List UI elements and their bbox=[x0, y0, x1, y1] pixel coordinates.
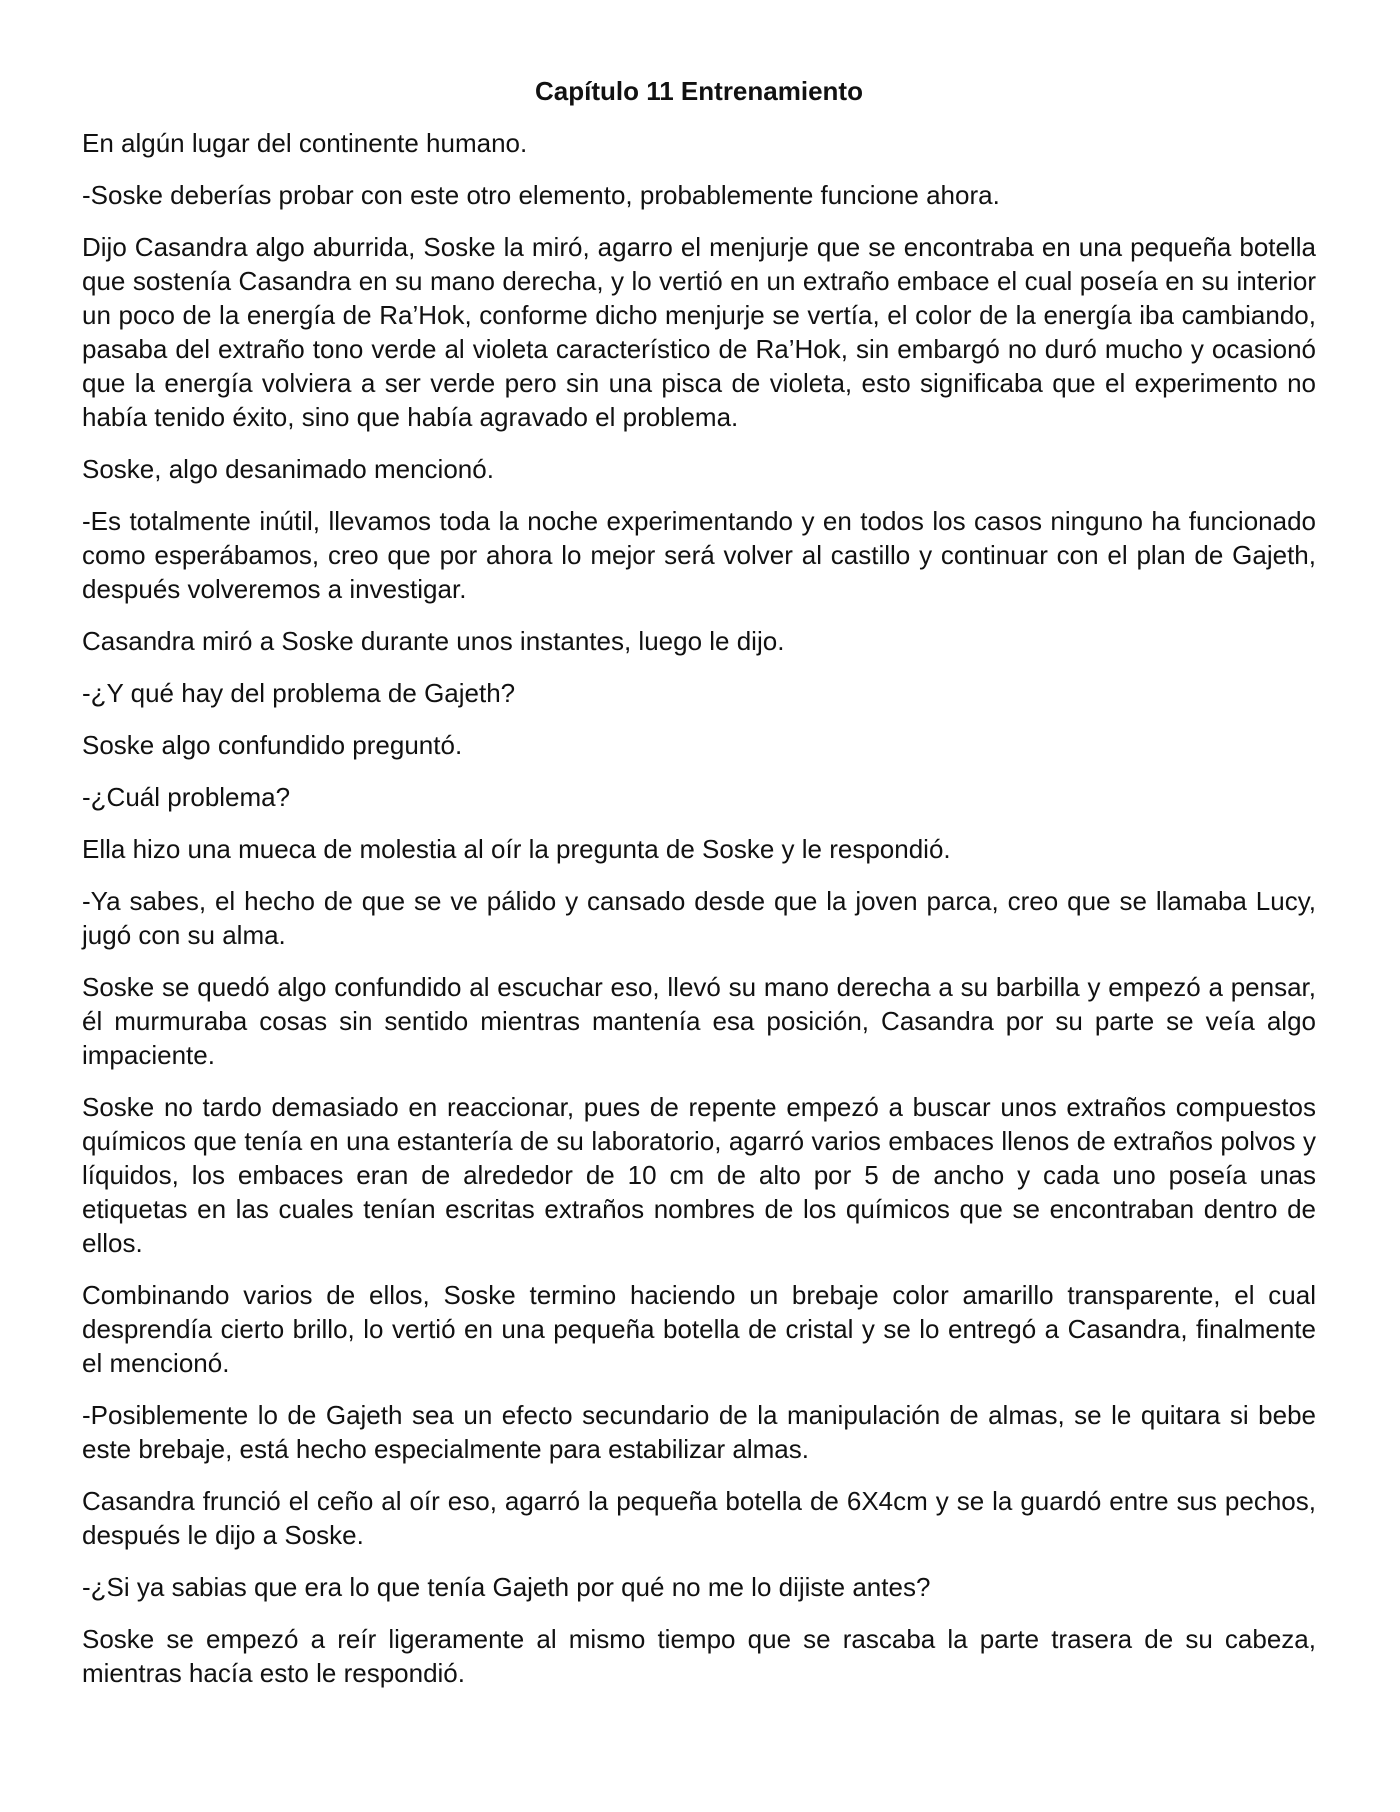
paragraph-16: Casandra frunció el ceño al oír eso, agarró la pequeña botella de 6X4cm y se la guardó entre sus pechos, después le dijo a Soske. bbox=[82, 1486, 1316, 1550]
paragraph-4: Soske, algo desanimado mencionó. bbox=[82, 454, 494, 484]
paragraph-12: Soske se quedó algo confundido al escuchar eso, llevó su mano derecha a su barbilla y empezó a pensar, él murmuraba cosas sin sentido mientras mantenía esa posición, Casandra por su parte se veía algo impaciente. bbox=[82, 972, 1316, 1070]
paragraph-6: Casandra miró a Soske durante unos instantes, luego le dijo. bbox=[82, 626, 785, 656]
document-page bbox=[82, 74, 1316, 1708]
chapter-title: Capítulo 11 Entrenamiento bbox=[535, 76, 863, 106]
paragraph-15: -Posiblemente lo de Gajeth sea un efecto secundario de la manipulación de almas, se le quitara si bebe este brebaje, está hecho especialmente para estabilizar almas. bbox=[82, 1400, 1316, 1464]
paragraph-2: -Soske deberías probar con este otro elemento, probablemente funcione ahora. bbox=[82, 180, 1000, 210]
paragraph-10: Ella hizo una mueca de molestia al oír la pregunta de Soske y le respondió. bbox=[82, 834, 951, 864]
paragraph-3: Dijo Casandra algo aburrida, Soske la miró, agarro el menjurje que se encontraba en una pequeña botella que sostenía Casandra en su mano derecha, y lo vertió en un extraño embace el cual poseía en su interior un poco de la energía de Ra’Hok, conforme dicho menjurje se vertía, el color de la energía iba cambiando, pasaba del extraño tono verde al violeta característico de Ra’Hok, sin embargó no duró mucho y ocasionó que la energía volviera a ser verde pero sin una pisca de violeta, esto significaba que el experimento no había tenido éxito, sino que había agravado el problema. bbox=[82, 232, 1316, 432]
paragraph-14: Combinando varios de ellos, Soske termino haciendo un brebaje color amarillo transparente, el cual desprendía cierto brillo, lo vertió en una pequeña botella de cristal y se lo entregó a Casandra, finalmente el mencionó. bbox=[82, 1280, 1316, 1378]
paragraph-8: Soske algo confundido preguntó. bbox=[82, 730, 463, 760]
paragraph-9: -¿Cuál problema? bbox=[82, 782, 291, 812]
paragraph-1: En algún lugar del continente humano. bbox=[82, 128, 528, 158]
paragraph-18: Soske se empezó a reír ligeramente al mismo tiempo que se rascaba la parte trasera de su cabeza, mientras hacía esto le respondió. bbox=[82, 1624, 1316, 1688]
paragraph-7: -¿Y qué hay del problema de Gajeth? bbox=[82, 678, 516, 708]
paragraph-13: Soske no tardo demasiado en reaccionar, pues de repente empezó a buscar unos extraños compuestos químicos que tenía en una estantería de su laboratorio, agarró varios embaces llenos de extraños polvos y líquidos, los embaces eran de alrededor de 10 cm de alto por 5 de ancho y cada uno poseía unas etiquetas en las cuales tenían escritas extraños nombres de los químicos que se encontraban dentro de ellos. bbox=[82, 1092, 1316, 1258]
paragraph-5: -Es totalmente inútil, llevamos toda la noche experimentando y en todos los casos ninguno ha funcionado como esperábamos, creo que por ahora lo mejor será volver al castillo y continuar con el plan de Gajeth, después volveremos a investigar. bbox=[82, 506, 1316, 604]
paragraph-17: -¿Si ya sabias que era lo que tenía Gajeth por qué no me lo dijiste antes? bbox=[82, 1572, 931, 1602]
paragraph-11: -Ya sabes, el hecho de que se ve pálido y cansado desde que la joven parca, creo que se llamaba Lucy, jugó con su alma. bbox=[82, 886, 1316, 950]
